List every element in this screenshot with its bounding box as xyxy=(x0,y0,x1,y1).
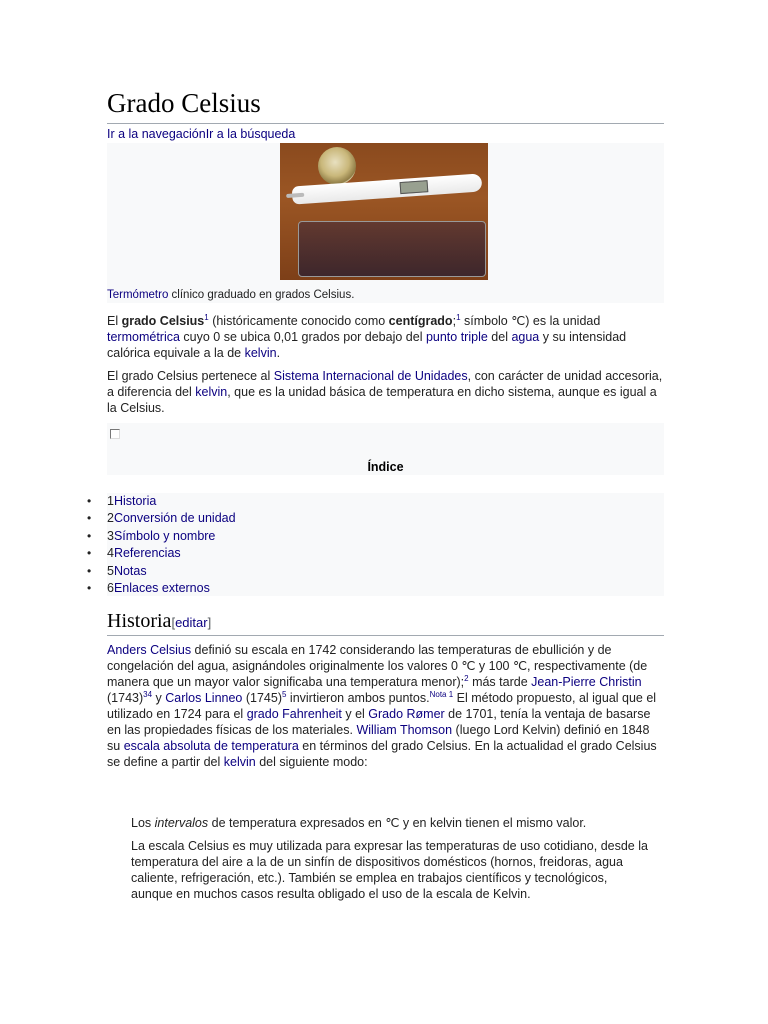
link-punto-triple[interactable]: punto triple xyxy=(425,330,488,344)
text: Los xyxy=(131,816,155,830)
toc-header xyxy=(107,423,664,475)
toc-item xyxy=(107,510,236,527)
section-heading-historia xyxy=(107,610,211,633)
title-divider xyxy=(107,123,664,124)
bold-term: centígrado xyxy=(388,314,453,328)
section-divider xyxy=(107,635,664,636)
thermometer-display xyxy=(400,180,429,194)
toc-link-historia[interactable]: Historia xyxy=(113,494,157,508)
ref-link[interactable]: 5 xyxy=(282,689,287,699)
link-kelvin[interactable]: kelvin xyxy=(244,346,277,360)
ref-link[interactable]: 34 xyxy=(143,689,153,699)
link-linneo[interactable]: Carlos Linneo xyxy=(165,691,243,705)
text: definió su escala en 1742 considerando las temperaturas de ebullición y de congelación del agua, asignándoles originalmente los valores 0 ℃ y 100 ℃, respectivamente (de manera que un mayor valor significaba una temperatura menor); xyxy=(107,643,648,689)
text: , con carácter de unidad accesoria, a diferencia del xyxy=(107,369,663,399)
text: y su intensidad calórica equivale a la de xyxy=(107,330,627,360)
toc-link-notas[interactable]: Notas xyxy=(113,563,147,578)
toc-number: 1 xyxy=(107,494,114,508)
text: (1743) xyxy=(107,691,144,705)
ref-link[interactable]: 1 xyxy=(204,312,209,322)
text: El xyxy=(107,314,122,328)
text: . xyxy=(276,346,281,360)
bold-term: grado Celsius xyxy=(121,314,205,328)
ref-link[interactable]: 2 xyxy=(464,673,469,683)
toc-number: 3 xyxy=(107,528,114,543)
text: más tarde xyxy=(468,675,532,689)
toc-item xyxy=(107,528,236,545)
toc-title: Índice xyxy=(367,460,404,474)
note-link[interactable]: Nota 1 xyxy=(429,689,454,699)
text: El grado Celsius pertenece al xyxy=(107,369,274,383)
intro-paragraph-2 xyxy=(107,368,664,416)
toc-link-conversion[interactable]: Conversión de unidad xyxy=(113,511,236,526)
link-anders-celsius[interactable]: Anders Celsius xyxy=(107,643,192,657)
link-sistema-internacional[interactable]: Sistema Internacional de Unidades xyxy=(273,369,468,383)
text: cuyo 0 se ubica 0,01 grados por debajo del xyxy=(179,330,426,344)
edit-link[interactable]: editar xyxy=(175,615,208,630)
text: y xyxy=(152,691,166,705)
toc-link-referencias[interactable]: Referencias xyxy=(113,546,181,561)
text: de temperatura expresados en ℃ y en kelvin tienen el mismo valor. xyxy=(208,816,587,830)
toc-number: 5 xyxy=(107,563,114,578)
definition-quote xyxy=(131,815,651,831)
text: y el xyxy=(341,707,369,721)
coin-shape xyxy=(318,147,356,185)
text: , que es la unidad básica de temperatura en dicho sistema, aunque es igual a la Celsius. xyxy=(107,385,657,415)
jump-links xyxy=(107,127,295,141)
thermometer-shape xyxy=(292,173,483,204)
link-fahrenheit[interactable]: grado Fahrenheit xyxy=(246,707,342,721)
page-title: Grado Celsius xyxy=(107,88,261,118)
text: ; xyxy=(452,314,457,328)
link-termometrica[interactable]: termométrica xyxy=(107,330,180,344)
link-kelvin[interactable]: kelvin xyxy=(223,755,256,769)
toc-number: 6 xyxy=(107,580,114,595)
toc-link-enlaces[interactable]: Enlaces externos xyxy=(113,580,210,595)
toc-item xyxy=(107,493,236,510)
figure-caption xyxy=(107,289,354,301)
caption-thermometer-link[interactable]: Termómetro xyxy=(107,289,169,301)
link-romer[interactable]: Grado Rømer xyxy=(368,707,445,721)
ref-link[interactable]: 1 xyxy=(456,312,461,322)
text: (luego Lord Kelvin) definió en 1848 su xyxy=(107,723,650,753)
intro-paragraph-1 xyxy=(107,313,664,361)
usage-paragraph: La escala Celsius es muy utilizada para expresar las temperaturas de uso cotidiano, desde la temperatura del aire a la de un sinfín de dispositivos domésticos (hornos, freidoras, agua caliente, refrigeración, etc.). También se emplea en trabajos científicos y tecnológicos, aunque en muchos casos resulta obligado el uso de la escala de Kelvin. xyxy=(131,839,648,901)
link-william-thomson[interactable]: William Thomson xyxy=(356,723,453,737)
toc-number: 2 xyxy=(107,511,114,526)
text: (históricamente conocido como xyxy=(208,314,389,328)
link-agua[interactable]: agua xyxy=(511,330,540,344)
link-escala-absoluta[interactable]: escala absoluta de temperatura xyxy=(123,739,299,753)
thermometer-photo[interactable] xyxy=(280,143,488,280)
text: del siguiente modo: xyxy=(255,755,368,769)
text: de 1701, tenía la ventaja de basarse en las propiedades físicas de los materiales. xyxy=(107,707,651,737)
jump-to-search-link[interactable]: Ir a la búsqueda xyxy=(205,127,296,141)
text: El método propuesto, al igual que el utilizado en 1724 para el xyxy=(107,691,657,721)
edit-section: [editar] xyxy=(171,615,212,630)
toc-item xyxy=(107,545,236,562)
thermometer-case-shape xyxy=(298,221,486,277)
toc-number: 4 xyxy=(107,546,114,561)
text: en términos del grado Celsius. En la actualidad el grado Celsius se define a partir del xyxy=(107,739,657,769)
toc-item xyxy=(107,563,236,580)
toc-link-simbolo[interactable]: Símbolo y nombre xyxy=(113,528,216,543)
toc-list xyxy=(107,493,236,597)
heading-text: Historia xyxy=(107,610,172,632)
text: símbolo ℃) es la unidad xyxy=(460,314,601,328)
caption-text: clínico graduado en grados Celsius. xyxy=(168,289,355,301)
text: (1745) xyxy=(242,691,282,705)
text: invirtieron ambos puntos. xyxy=(286,691,430,705)
jump-to-navigation-link[interactable]: Ir a la navegación xyxy=(107,127,206,141)
link-kelvin[interactable]: kelvin xyxy=(195,385,228,399)
text: del xyxy=(487,330,512,344)
italic-term: intervalos xyxy=(154,816,209,830)
link-christin[interactable]: Jean-Pierre Christin xyxy=(531,675,642,689)
historia-paragraph xyxy=(107,642,664,770)
thumbnail-figure xyxy=(107,143,664,303)
thermometer-tip xyxy=(286,193,304,198)
toc-item xyxy=(107,580,236,597)
toc-toggle-checkbox[interactable] xyxy=(110,429,120,439)
